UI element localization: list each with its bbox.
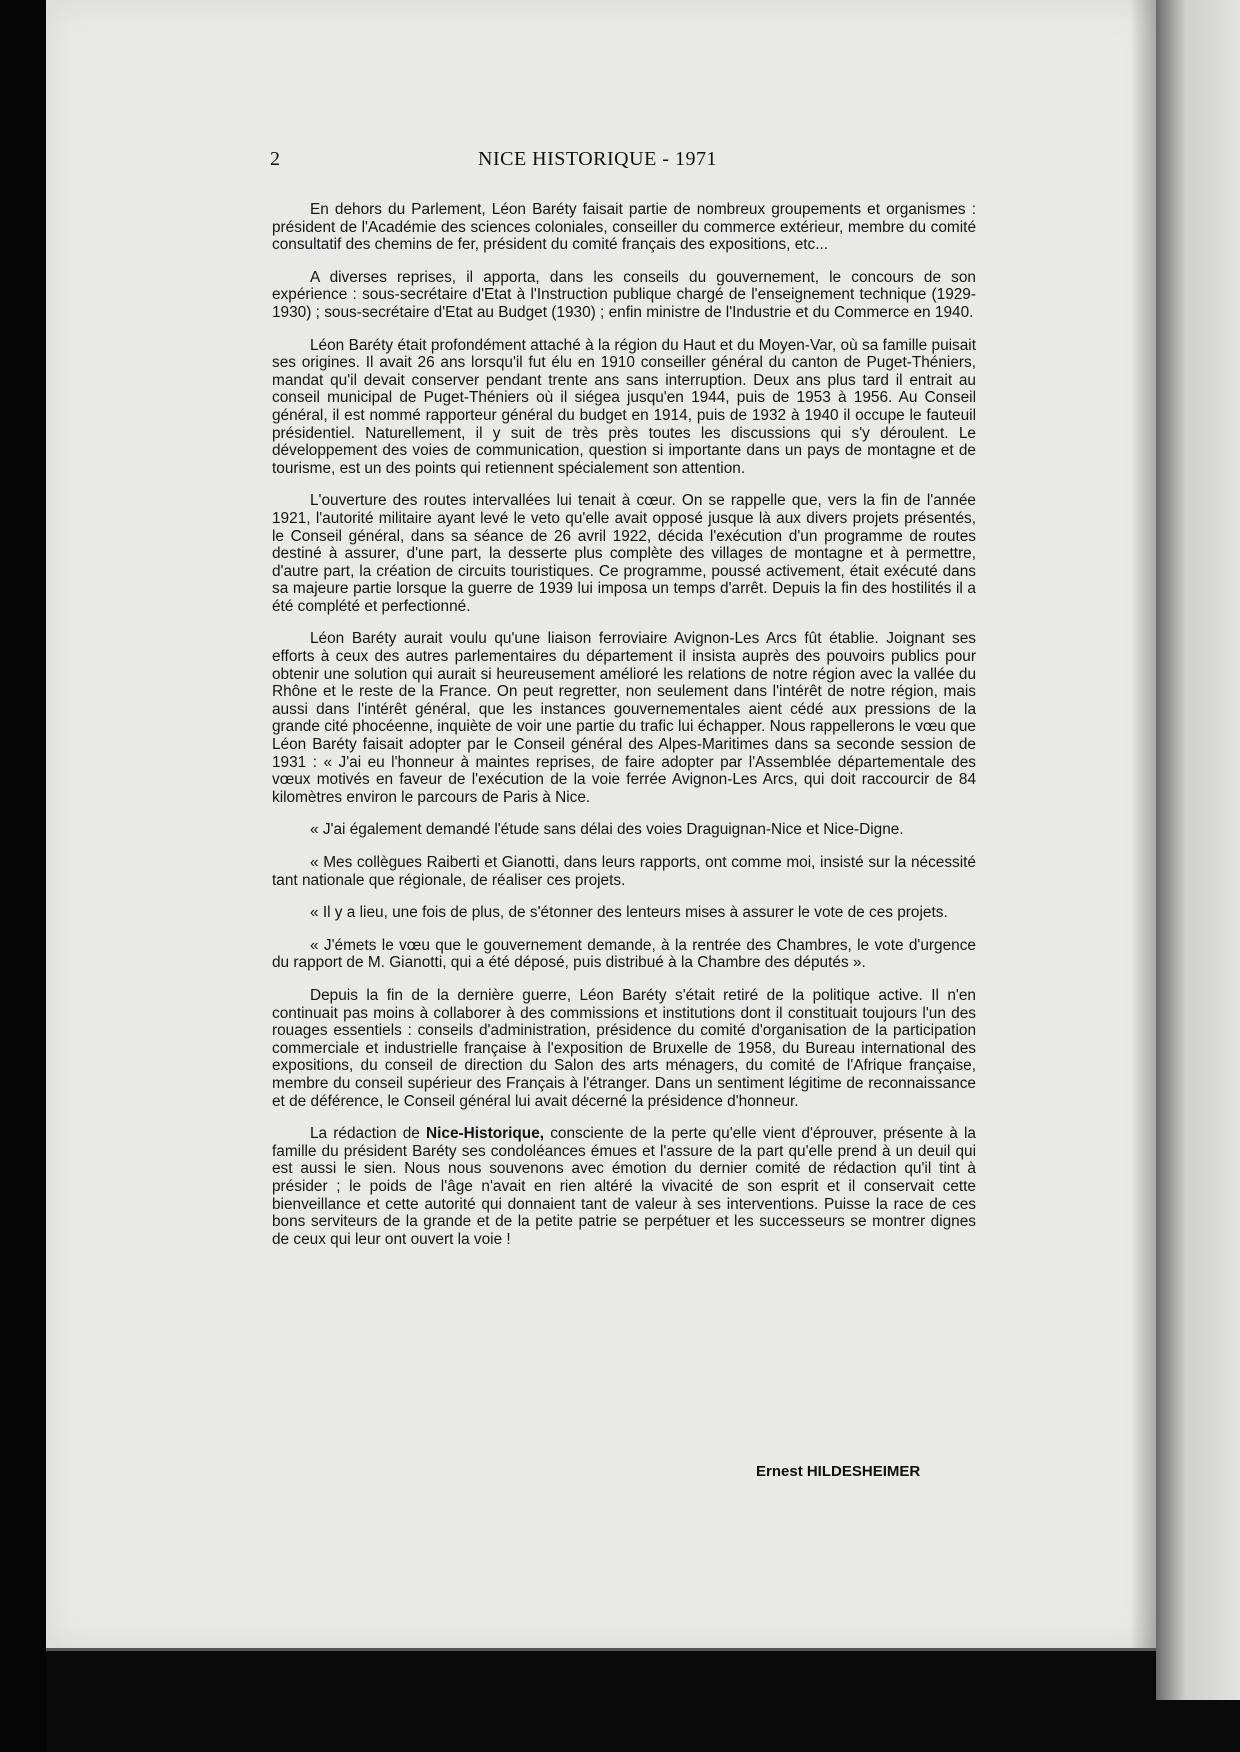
paragraph: Léon Baréty aurait voulu qu'une liaison ferroviaire Avignon-Les Arcs fût établie. Joignant ses efforts à ceux des autres parlementaires du département il insista auprès des pouvoirs publics pour obtenir une solution qui aurait si heureusement amélioré les relations de notre région avec la vallée du Rhône et le reste de la France. On peut regretter, non seulement dans l'intérêt de notre région, mais aussi dans l'intérêt général, que les instances gouvernementales aient cédé aux pressions de la grande cité phocéenne, inquiète de voir une partie du trafic lui échapper. Nous rappellerons le vœu que Léon Baréty faisait adopter par le Conseil général des Alpes-Maritimes dans sa seconde session de 1931 : « J'ai eu l'honneur à maintes reprises, de faire adopter par l'Assemblée départementale des vœux motivés en faveur de l'exécution de la voie ferrée Avignon-Les Arcs, qui doit raccourcir de 84 kilomètres environ le parcours de Paris à Nice.: [272, 630, 976, 806]
paragraph: « Mes collègues Raiberti et Gianotti, dans leurs rapports, ont comme moi, insisté sur la nécessité tant nationale que régionale, de réaliser ces projets.: [272, 854, 976, 889]
final-paragraph-rest: consciente de la perte qu'elle vient d'éprouver, présente à la famille du président Baréty ses condoléances émues et l'assure de la part qu'elle prend à un deuil qui est aussi le sien. Nous nous souvenons avec émotion du dernier comité de rédaction qu'il tint à présider ; le poids de l'âge n'avait en rien altéré la vivacité de son esprit et il conservait cette bienveillance et cette autorité qui donnaient tant de valeur à ses interventions. Puisse la race de ces bons serviteurs de la grande et de la petite patrie se perpétuer et les successeurs se montrer dignes de ceux qui leur ont ouvert la voie !: [272, 1125, 976, 1248]
author-signature: Ernest HILDESHEIMER: [756, 1463, 921, 1480]
page-fold-shadow: [1130, 0, 1156, 1650]
paragraph: « Il y a lieu, une fois de plus, de s'étonner des lenteurs mises à assurer le vote de ces projets.: [310, 904, 948, 922]
paragraph: A diverses reprises, il apporta, dans les conseils du gouvernement, le concours de son expérience : sous-secrétaire d'Etat à l'Instruction publique chargé de l'enseignement technique (1929-1930) ; sous-secrétaire d'Etat au Budget (1930) ; enfin ministre de l'Industrie et du Commerce en 1940.: [272, 268, 976, 321]
journal-name: Nice-Historique,: [426, 1125, 545, 1143]
final-paragraph-start: La rédaction de: [310, 1125, 427, 1143]
paragraph: Léon Baréty était profondément attaché à la région du Haut et du Moyen-Var, où sa famille puisait ses origines. Il avait 26 ans lorsqu'il fut élu en 1910 conseiller général du canton de Puget-Théniers, mandat qu'il devait conserver pendant trente ans sans interruption. Deux ans plus tard il entrait au conseil municipal de Puget-Théniers où il siégea jusqu'en 1944, puis de 1953 à 1956. Au Conseil général, il est nommé rapporteur général du budget en 1914, puis de 1932 à 1940 il occupe le fauteuil présidentiel. Naturellement, il y suit de très près toutes les discussions qui s'y déroulent. Le développement des voies de communication, question si importante dans un pays de montagne et de tourisme, est un des points qui retiennent spécialement son attention.: [272, 336, 976, 477]
page-bottom-edge: [46, 1648, 1156, 1651]
page-number: 2: [270, 148, 280, 170]
running-title: NICE HISTORIQUE - 1971: [478, 148, 717, 170]
adjacent-page-edge: [1156, 0, 1240, 1700]
final-paragraph: [272, 1125, 976, 1248]
paragraph: « J'émets le vœu que le gouvernement demande, à la rentrée des Chambres, le vote d'urgence du rapport de M. Gianotti, qui a été déposé, puis distribué à la Chambre des députés ».: [272, 936, 976, 972]
paragraph: « J'ai également demandé l'étude sans délai des voies Draguignan-Nice et Nice-Digne.: [310, 821, 904, 839]
scan-border-left: [0, 0, 46, 1752]
article-body: [272, 201, 976, 1263]
paragraph: Depuis la fin de la dernière guerre, Léon Baréty s'était retiré de la politique active. Il n'en continuait pas moins à collaborer à des commissions et institutions dont il constituait toujours l'un des rouages essentiels : conseils d'administration, présidence du comité d'organisation de la participation commerciale et industrielle française à l'exposition de Bruxelle de 1958, du Bureau international des expositions, du conseil de direction du Salon des arts ménagers, du comité de l'Afrique française, membre du conseil supérieur des Français à l'étranger. Dans un sentiment légitime de reconnaissance et de déférence, le Conseil général lui avait décerné la présidence d'honneur.: [272, 986, 976, 1110]
paragraph: En dehors du Parlement, Léon Baréty faisait partie de nombreux groupements et organismes : président de l'Académie des sciences coloniales, conseiller du commerce extérieur, membre du comité consultatif des chemins de fer, président du comité français des expositions, etc...: [272, 201, 976, 254]
paragraph: L'ouverture des routes intervallées lui tenait à cœur. On se rappelle que, vers la fin de l'année 1921, l'autorité militaire ayant levé le veto qu'elle avait opposé jusque là aux divers projets présentés, le Conseil général, dans sa séance de 26 avril 1922, décida l'exécution d'un programme de routes destiné à assurer, d'une part, la desserte plus complète des villages de montagne et à permettre, d'autre part, la création de circuits touristiques. Ce programme, poussé activement, était exécuté dans sa majeure partie lorsque la guerre de 1939 lui imposa un temps d'arrêt. Depuis la fin des hostilités il a été complété et perfectionné.: [272, 492, 976, 615]
